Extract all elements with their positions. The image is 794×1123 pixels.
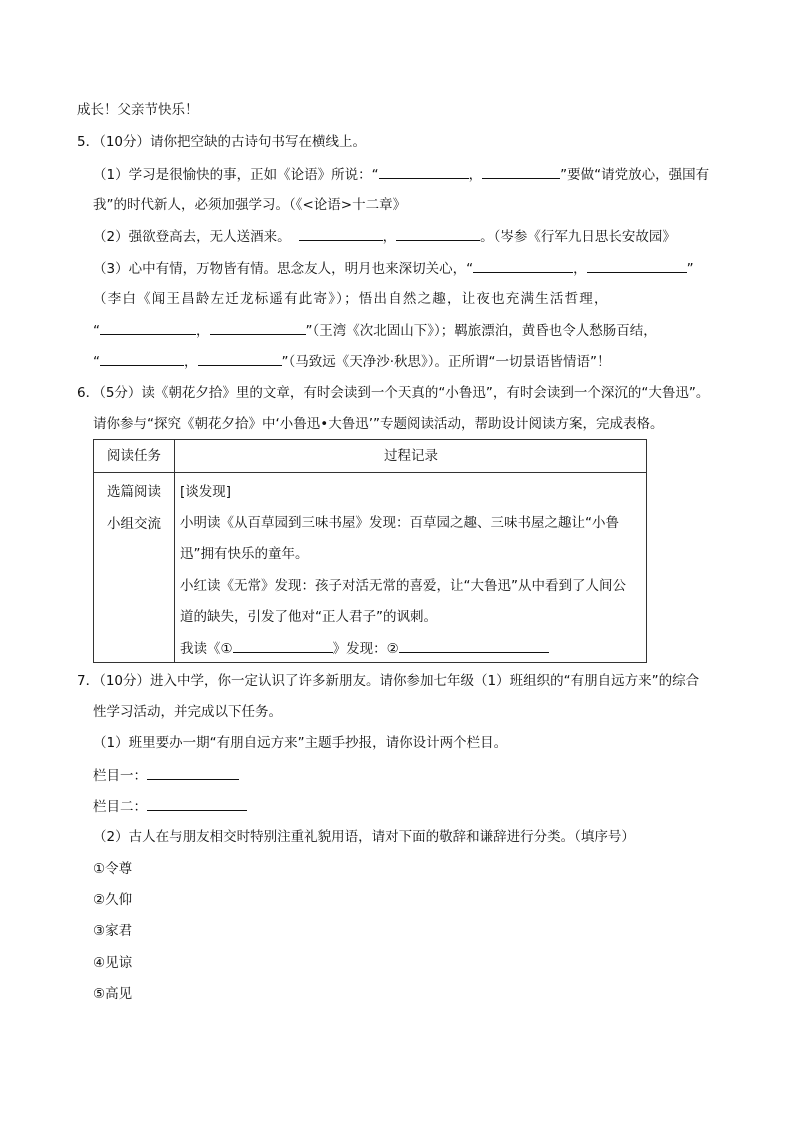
q5-blank-5[interactable] [473, 258, 573, 273]
table-header-record: 过程记录 [384, 448, 438, 464]
term-item-5: ⑤高见 [93, 986, 133, 1002]
q5-sub3-cont1: （李白《闻王昌龄左迁龙标遥有此寄》）；悟出自然之趣，让夜也充满生活哲理， [93, 291, 609, 307]
q6-stem: 6．（5分）读《朝花夕拾》里的文章，有时会读到一个天真的“小鲁迅”，有时会读到一个深沉的“大鲁迅”。 [77, 385, 710, 401]
q7-part2: （2）古人在与朋友相交时特别注重礼貌用语，请对下面的敬辞和谦辞进行分类。（填序号） [93, 829, 635, 845]
term-item-3: ③家君 [93, 923, 133, 939]
table-record-line-3: 迅”拥有快乐的童年。 [180, 546, 309, 562]
column-1-label: 栏目一： [93, 768, 147, 784]
q5-sub1-cont: 我”的时代新人，必须加强学习。（《<论语>十二章》 [93, 197, 407, 213]
q7-stem: 7．（10分）进入中学，你一定认识了许多新朋友。请你参加七年级（1）班组织的“有朋自远方来”的综合 [77, 673, 700, 689]
q5-sub1-text-b: ， [468, 167, 483, 183]
reading-plan-table [93, 439, 647, 663]
q5-stem: 5．（10分）请你把空缺的古诗句书写在横线上。 [77, 134, 367, 150]
column-1-blank[interactable] [147, 765, 239, 780]
q5-sub3-line [93, 258, 694, 279]
q5-sub3-cont3 [93, 351, 611, 372]
q5-sub3-text-a: （3）心中有情，万物皆有情。思念友人，明月也来深切关心，“ [93, 261, 474, 277]
q5-blank-4[interactable] [396, 226, 480, 241]
q5-sub3-text-g: ”（王湾《次北固山下》）；羁旅漂泊，黄昏也令人愁肠百结， [305, 323, 657, 339]
q7-column-1 [93, 765, 239, 786]
q5-sub2-text-b: ， [382, 229, 397, 245]
table-header-task: 阅读任务 [107, 448, 161, 464]
q5-sub1-line [93, 164, 709, 185]
q5-sub3-text-c: ” [686, 261, 694, 277]
q7-column-2 [93, 796, 247, 817]
table-record-line-6 [180, 638, 549, 659]
intro-line: 成长！父亲节快乐！ [77, 102, 199, 118]
table-record-line-2: 小明读《从百草园到三味书屋》发现：百草园之趣、三味书屋之趣让“小鲁 [180, 515, 619, 531]
q5-sub3-text-f: ， [196, 323, 210, 339]
q5-blank-7[interactable] [100, 320, 196, 335]
q5-sub3-text-i: ， [184, 354, 198, 370]
q5-sub1-text-c: ”要做“请党放心，强国有 [560, 167, 710, 183]
q5-blank-1[interactable] [379, 164, 469, 179]
table-record-line-4: 小红读《无常》发现：孩子对活无常的喜爱，让“大鲁迅”从中看到了人间公 [180, 578, 626, 594]
q7-stem-2: 性学习活动，并完成以下任务。 [93, 704, 282, 720]
q5-sub2-line [93, 226, 676, 247]
table-column-divider [174, 440, 175, 662]
table-task-line-1: 选篇阅读 [107, 484, 161, 500]
column-2-label: 栏目二： [93, 799, 147, 815]
table-blank-2[interactable] [399, 638, 549, 653]
q5-sub1-text-a: （1）学习是很愉快的事，正如《论语》所说：“ [93, 167, 379, 183]
q5-sub3-text-h: “ [93, 354, 100, 370]
q5-sub3-text-e: “ [93, 323, 100, 339]
q5-sub3-cont2 [93, 320, 657, 341]
q5-sub2-text-c: 。（岑参《行军九日思长安故园》 [480, 229, 676, 245]
q5-blank-2[interactable] [482, 164, 560, 179]
q7-part1: （1）班里要办一期“有朋自远方来”主题手抄报，请你设计两个栏目。 [93, 735, 508, 751]
q5-blank-8[interactable] [210, 320, 306, 335]
term-item-2: ②久仰 [93, 892, 133, 908]
q5-blank-3[interactable] [299, 226, 383, 241]
column-2-blank[interactable] [147, 796, 247, 811]
q5-sub3-text-b: ， [573, 261, 587, 277]
q5-blank-9[interactable] [100, 351, 184, 366]
q5-blank-10[interactable] [198, 351, 282, 366]
table-rec6-text-b: 》发现：② [332, 641, 399, 657]
q5-sub2-text-a: （2）强欲登高去，无人送酒来。 [93, 229, 291, 245]
table-blank-1[interactable] [233, 638, 333, 653]
q6-stem-2: 请你参与“探究《朝花夕拾》中‘小鲁迅•大鲁迅’”专题阅读活动，帮助设计阅读方案，完成表格。 [93, 416, 664, 432]
term-item-4: ④见谅 [93, 955, 133, 971]
table-rec6-text-a: 我读《① [180, 641, 233, 657]
table-record-line-1: [谈发现] [180, 484, 232, 500]
q5-sub3-text-j: ”（马致远《天净沙·秋思》）。正所谓“一切景语皆情语”！ [281, 354, 611, 370]
table-header-divider [94, 472, 646, 473]
table-record-line-5: 道的缺失，引发了他对“正人君子”的讽刺。 [180, 609, 437, 625]
table-task-line-2: 小组交流 [107, 516, 161, 532]
term-item-1: ①令尊 [93, 861, 133, 877]
q5-blank-6[interactable] [587, 258, 687, 273]
